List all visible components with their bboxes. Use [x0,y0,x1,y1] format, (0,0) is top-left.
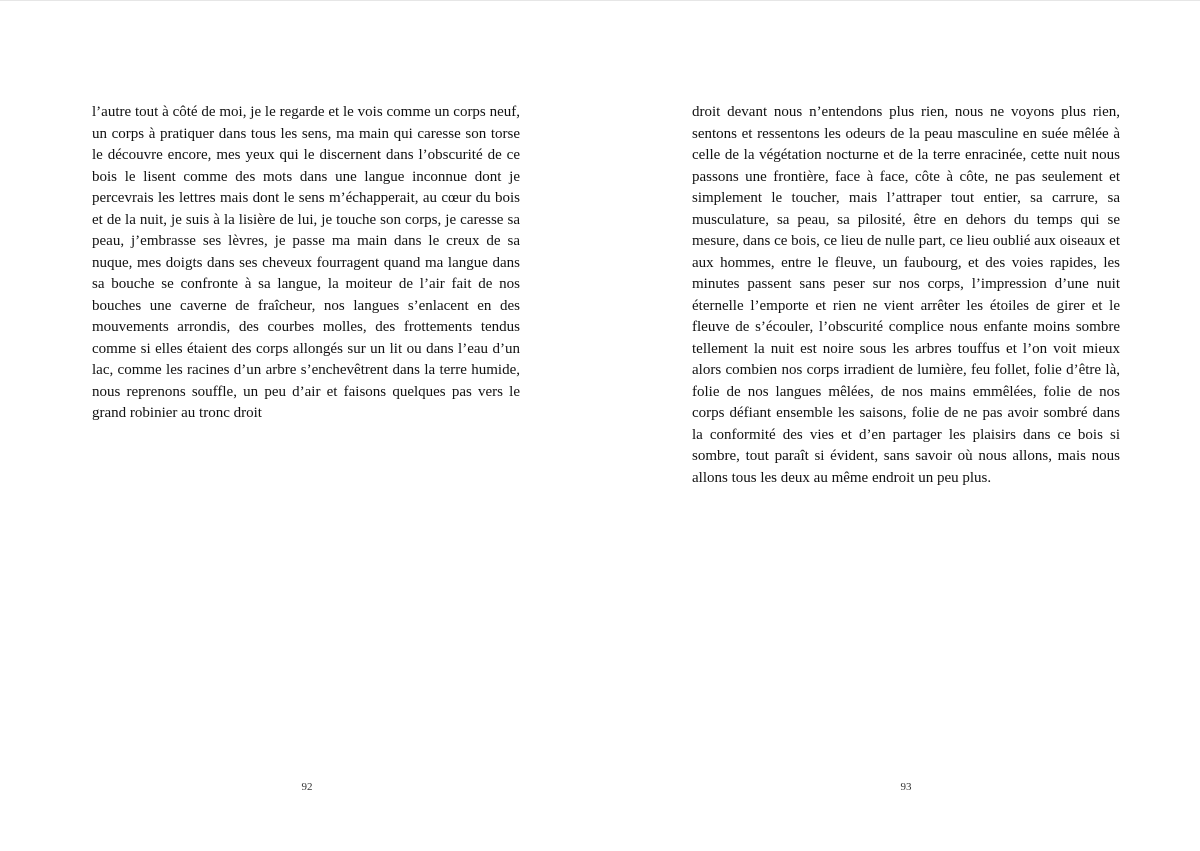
left-page-body-text: l’autre tout à côté de moi, je le regarde et le vois comme un corps neuf, un corps à pratiquer dans tous les sens, ma main qui caresse son torse le découvre encore, mes yeux qui le discernent dans l’obscurité de ce bois le lisent comme des mots dans une langue inconnue dont je percevrais les lettres mais dont le sens m’échapperait, au cœur du bois et de la nuit, je suis à la lisière de lui, je touche son corps, je caresse sa peau, j’embrasse ses lèvres, je passe ma main dans le creux de sa nuque, mes doigts dans ses cheveux fourragent quand ma langue dans sa bouche se confronte à sa langue, la moiteur de l’air fait de nos bouches une caverne de fraîcheur, nos langues s’enlacent en des mouvements arrondis, des courbes molles, des frottements tendus comme si elles étaient des corps allongés sur un lit ou dans l’eau d’un lac, comme les racines d’un arbre s’enchevêtrent dans la terre humide, nous reprenons souffle, un peu d’air et faisons quelques pas vers le grand robinier au tronc droit [92,104,520,421]
right-page-body-text: droit devant nous n’entendons plus rien, nous ne voyons plus rien, sentons et ressentons les odeurs de la peau masculine en suée mêlée à celle de la végétation nocturne et de la terre enracinée, cette nuit nous passons une frontière, face à face, côte à côte, ne pas seulement et simplement le toucher, mais l’attraper tout entier, sa carrure, sa musculature, sa peau, sa pilosité, être en dehors du temps qui se mesure, dans ce bois, ce lieu de nulle part, ce lieu oublié aux oiseaux et aux hommes, entre le fleuve, un faubourg, et des voies rapides, les minutes passent sans peser sur nos corps, l’impression d’une nuit éternelle l’emporte et rien ne vient arrêter les étoiles de girer et le fleuve de s’écouler, l’obscurité complice nous enfante moins sombre tellement la nuit est noire sous les arbres touffus et l’on voit mieux alors combien nos corps irradient de lumière, feu follet, folie d’être là, folie de nos langues mêlées, de nos mains emmêlées, folie de nos corps défiant ensemble les saisons, folie de ne pas avoir sombré dans la conformité des vies et d’en partager les plaisirs dans ce bois si sombre, tout paraît si évident, sans savoir où nous allons, mais nous allons tous les deux au même endroit un peu plus. [692,104,1120,486]
right-page [600,0,1200,851]
right-page-number: 93 [900,781,912,793]
left-page-number: 92 [301,781,313,793]
